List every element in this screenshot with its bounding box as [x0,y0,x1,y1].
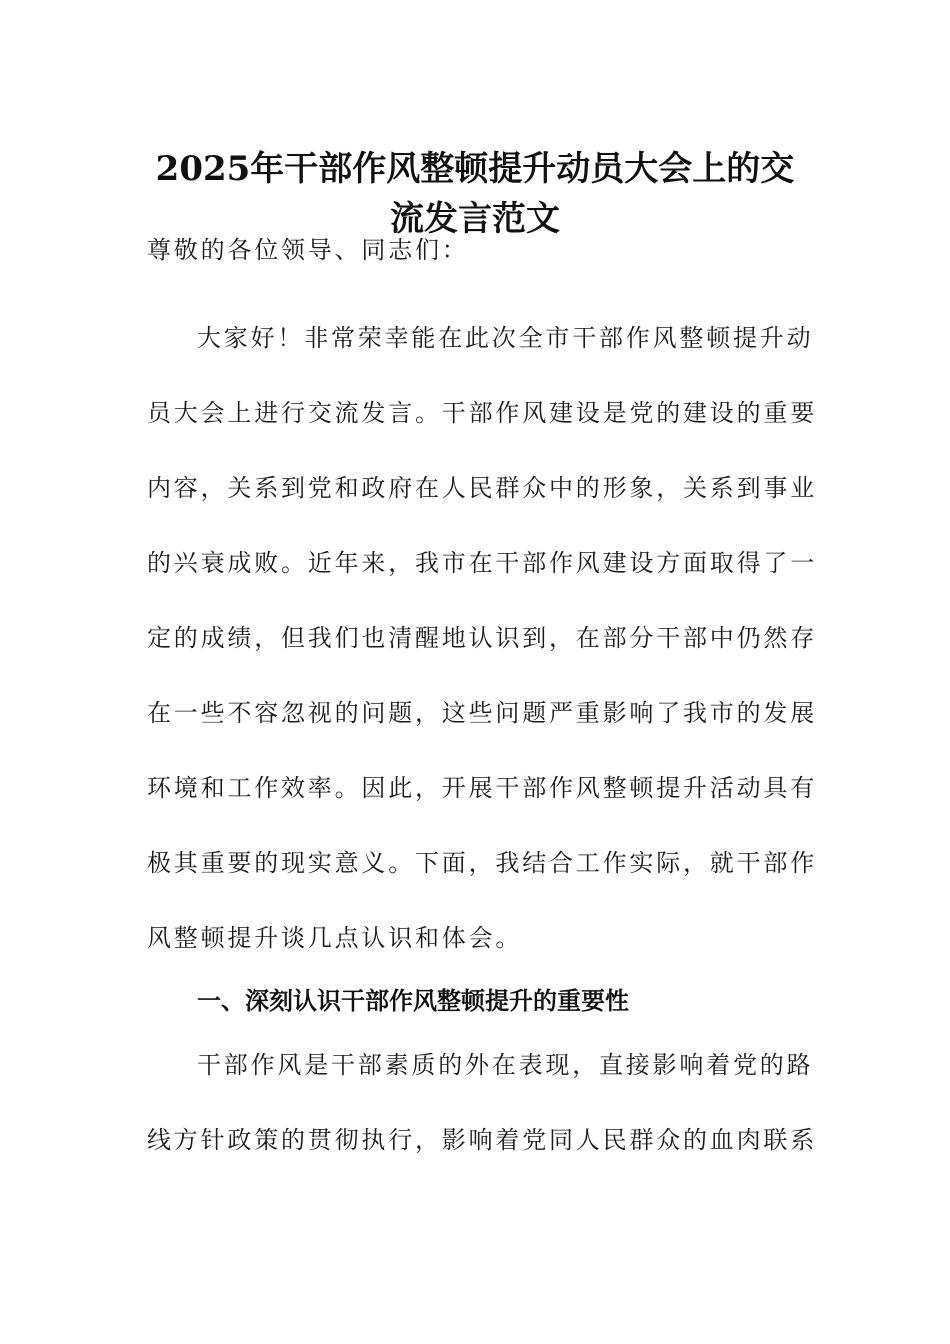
paragraph-line: 内容，关系到党和政府在人民群众中的形象，关系到事业 [147,474,817,502]
section-heading: 一、深刻认识干部作风整顿提升的重要性 [197,987,629,1015]
paragraph-line: 线方针政策的贯彻执行，影响着党同人民群众的血肉联系 [147,1126,817,1154]
paragraph-line: 风整顿提升谈几点认识和体会。 [147,924,523,952]
paragraph-line: 员大会上进行交流发言。干部作风建设是党的建设的重要 [147,399,817,427]
paragraph-line: 在一些不容忽视的问题，这些问题严重影响了我市的发展 [147,699,817,727]
paragraph-line: 大家好！非常荣幸能在此次全市干部作风整顿提升动 [197,324,814,352]
paragraph-line: 的兴衰成败。近年来，我市在干部作风建设方面取得了一 [147,549,817,577]
paragraph-line: 环境和工作效率。因此，开展干部作风整顿提升活动具有 [147,774,817,802]
paragraph-line: 定的成绩，但我们也清醒地认识到，在部分干部中仍然存 [147,624,817,652]
document-title-line-1: 2025年干部作风整顿提升动员大会上的交 [155,149,795,189]
paragraph-line: 极其重要的现实意义。下面，我结合工作实际，就干部作 [147,849,817,877]
salutation: 尊敬的各位领导、同志们： [147,236,469,264]
document-title-line-2: 流发言范文 [390,199,560,239]
paragraph-line: 干部作风是干部素质的外在表现，直接影响着党的路 [197,1051,814,1079]
